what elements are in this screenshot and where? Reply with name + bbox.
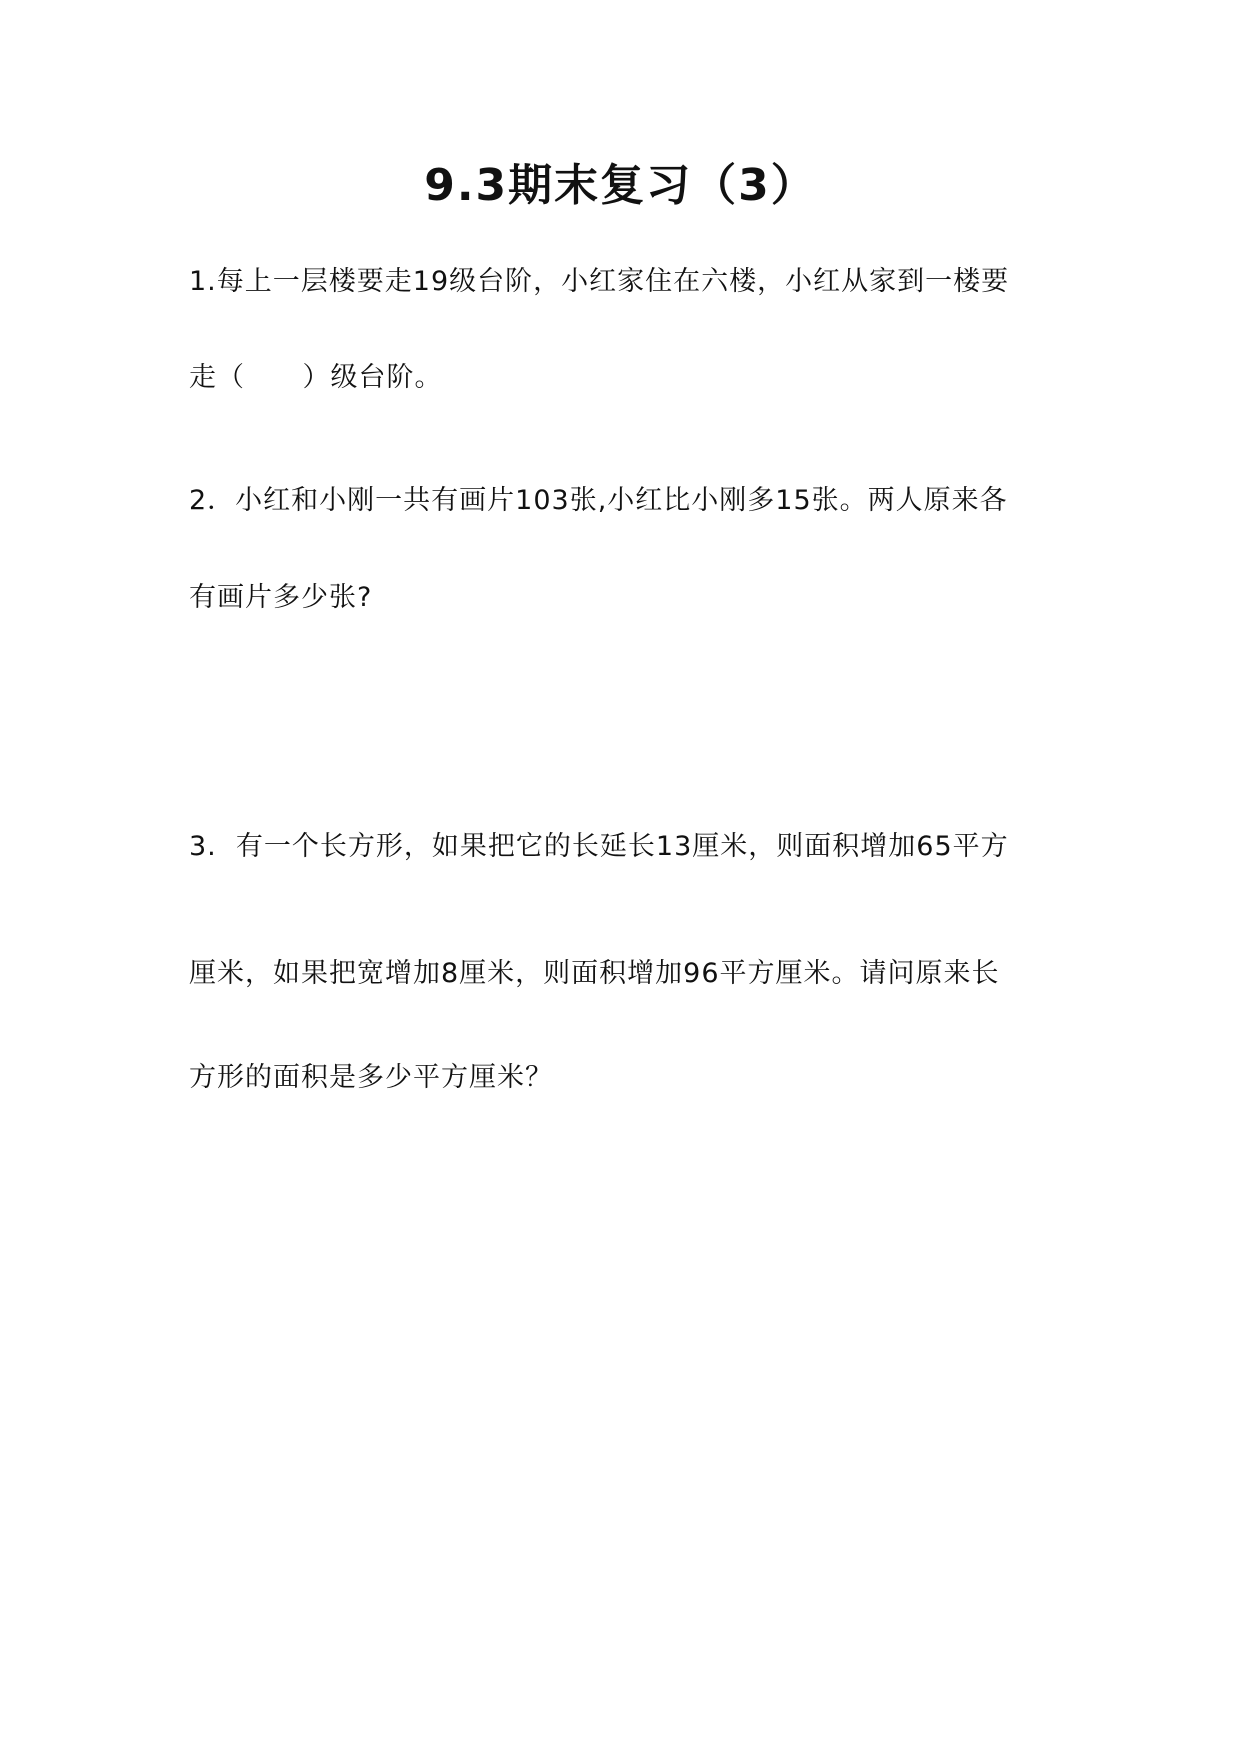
question-2-line-1: 2．小红和小刚一共有画片103张,小红比小刚多15张。两人原来各: [189, 485, 1008, 516]
question-1-line-2: 走（ ）级台阶。: [189, 362, 443, 393]
question-2-line-2: 有画片多少张?: [189, 582, 373, 613]
question-3-line-1: 3. 有一个长方形，如果把它的长延长13厘米，则面积增加65平方: [189, 831, 1009, 862]
question-1-line-1: 1.每上一层楼要走19级台阶，小红家住在六楼，小红从家到一楼要: [189, 266, 1010, 297]
question-3-line-3: 方形的面积是多少平方厘米？: [189, 1062, 553, 1093]
question-3-line-2: 厘米，如果把宽增加8厘米，则面积增加96平方厘米。请问原来长: [189, 958, 1000, 989]
page-title: 9.3期末复习（3）: [424, 160, 817, 211]
